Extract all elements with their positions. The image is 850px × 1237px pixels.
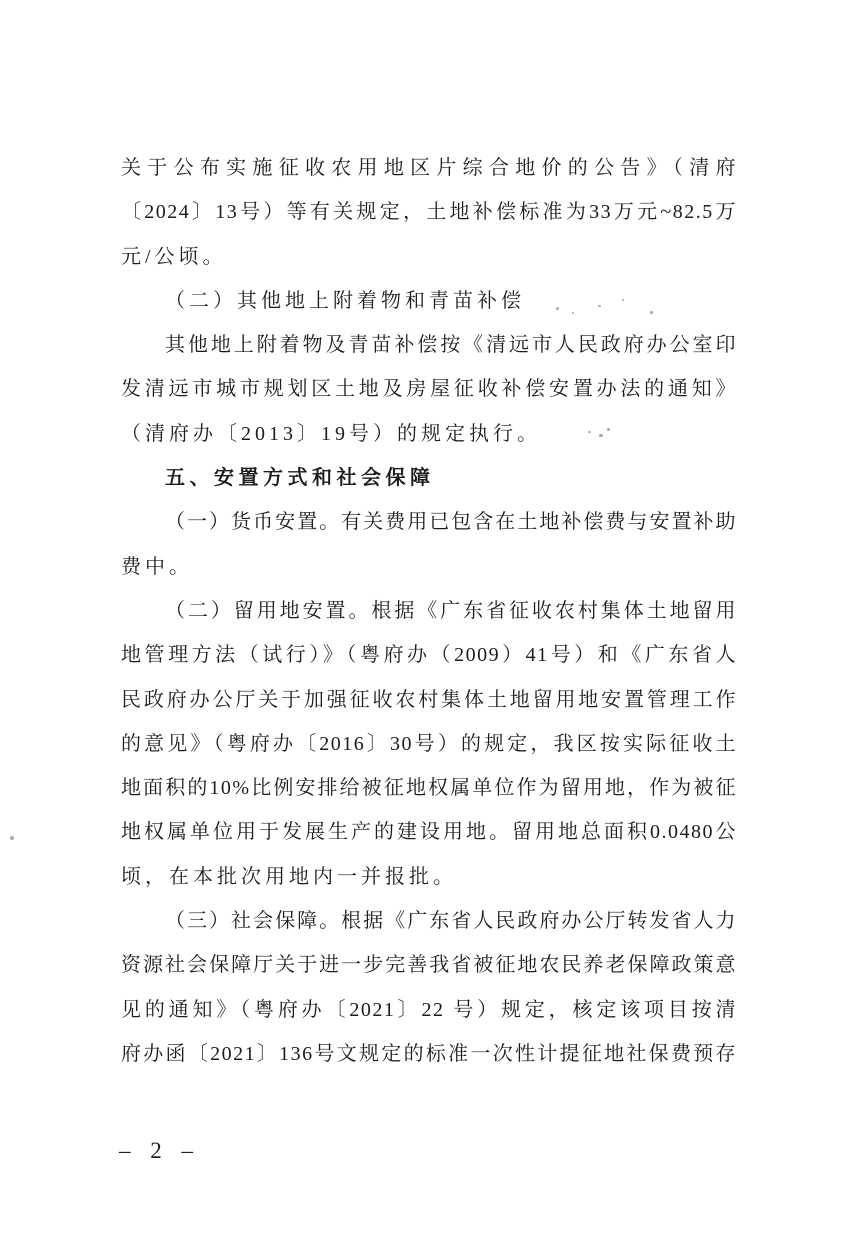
scan-artifact bbox=[650, 311, 653, 314]
text-line: 地管理方法（试行）》（粤府办（2009）41号）和《广东省人 bbox=[121, 644, 737, 667]
text-line: 〔2024〕13号）等有关规定，土地补偿标准为33万元~82.5万 bbox=[121, 201, 737, 224]
document-body bbox=[121, 146, 737, 1076]
scan-artifact bbox=[556, 307, 559, 310]
text-line: 关于公布实施征收农用地区片综合地价的公告》（清府 bbox=[121, 157, 737, 179]
scan-artifact bbox=[598, 305, 601, 307]
text-line: 发清远市城市规划区土地及房屋征收补偿安置办法的通知》 bbox=[121, 378, 737, 401]
section-heading: 五、安置方式和社会保障 bbox=[165, 467, 435, 490]
scan-artifact bbox=[607, 428, 610, 431]
text-line: 见的通知》（粤府办〔2021〕22 号）规定，核定该项目按清 bbox=[121, 998, 737, 1021]
text-line: （清府办〔2013〕19号）的规定执行。 bbox=[121, 422, 541, 445]
text-line: 其他地上附着物及青苗补偿按《清远市人民政府办公室印 bbox=[165, 334, 737, 357]
scan-artifact bbox=[588, 431, 591, 433]
text-line: 顷，在本批次用地内一并报批。 bbox=[121, 865, 457, 888]
text-line: 费中。 bbox=[121, 555, 193, 578]
text-line: （一）货币安置。有关费用已包含在土地补偿费与安置补助 bbox=[165, 511, 737, 534]
text-line: （二）其他地上附着物和青苗补偿 bbox=[165, 289, 525, 312]
text-line: 民政府办公厅关于加强征收农村集体土地留用地安置管理工作 bbox=[121, 688, 737, 711]
text-line: 府办函〔2021〕136号文规定的标准一次性计提征地社保费预存 bbox=[121, 1042, 737, 1065]
text-line: 地权属单位用于发展生产的建设用地。留用地总面积0.0480公 bbox=[121, 821, 737, 844]
text-line: 的意见》（粤府办〔2016〕30号）的规定，我区按实际征收土 bbox=[121, 732, 737, 755]
scan-artifact bbox=[10, 836, 14, 840]
scan-artifact bbox=[622, 299, 624, 301]
text-line: （三）社会保障。根据《广东省人民政府办公厅转发省人力 bbox=[165, 910, 737, 933]
scan-artifact bbox=[599, 434, 603, 437]
text-line: 资源社会保障厅关于进一步完善我省被征地农民养老保障政策意 bbox=[121, 954, 737, 977]
text-line: 元/公顷。 bbox=[121, 245, 227, 268]
scan-artifact bbox=[595, 972, 597, 974]
text-line: 地面积的10%比例安排给被征地权属单位作为留用地，作为被征 bbox=[121, 777, 737, 800]
text-line: （二）留用地安置。根据《广东省征收农村集体土地留用 bbox=[165, 599, 737, 622]
page-number: – 2 – bbox=[119, 1138, 200, 1163]
scan-artifact bbox=[572, 312, 574, 314]
